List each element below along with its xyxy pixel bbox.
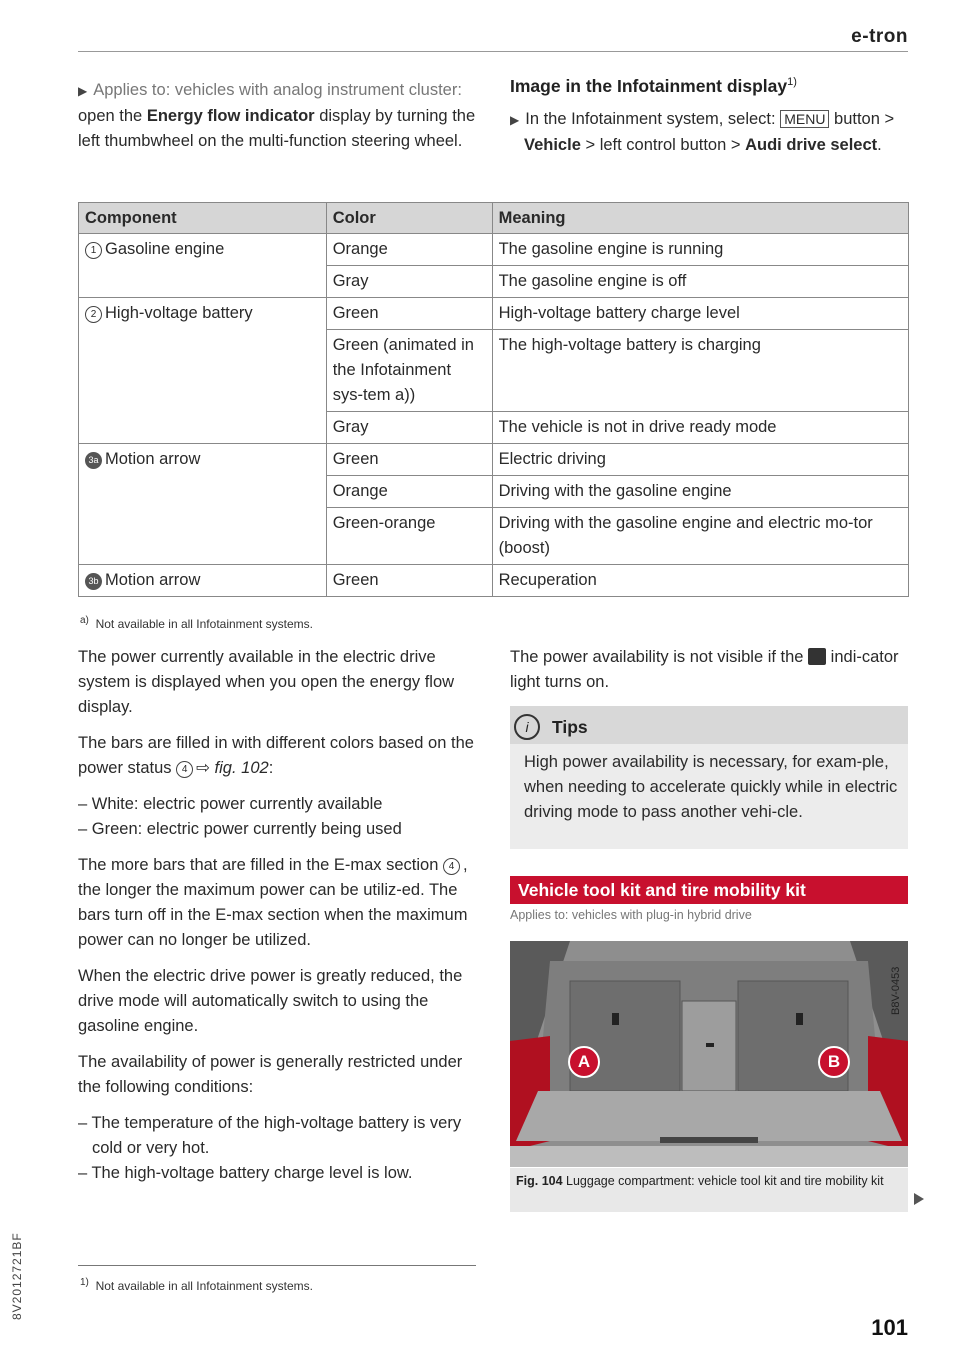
- section-banner: Vehicle tool kit and tire mobility kit: [510, 876, 908, 904]
- body-paragraph: The power currently available in the electric drive system is displayed when you open the energy flow display.: [78, 648, 455, 716]
- table-row: [79, 476, 909, 508]
- step-text-a: In the Infotainment system, select:: [525, 110, 776, 128]
- marker-1-icon: 1: [85, 242, 102, 259]
- cell-component: [79, 234, 327, 266]
- component-text: Motion arrow: [105, 450, 201, 468]
- tips-title-row: [514, 714, 588, 740]
- heading-sup: 1): [787, 76, 797, 89]
- applies-text: Applies to: vehicles with analog instrument cluster:: [93, 81, 462, 99]
- table-footnote: [80, 615, 313, 631]
- table-row: [79, 234, 909, 266]
- footnote-text: Not available in all Infotainment systems.: [95, 617, 314, 631]
- continue-arrow-icon: [914, 1193, 924, 1205]
- footnote-mark: 1): [80, 1277, 89, 1288]
- footnote-mark: a): [80, 615, 89, 626]
- component-text: Motion arrow: [105, 571, 201, 589]
- tips-title: Tips: [552, 716, 588, 737]
- luggage-figure: [510, 941, 908, 1167]
- tips-text: High power availability is necessary, for exam-ple, when needing to accelerate quickly while in electric driving mode to pass another vehi-cle.: [524, 753, 898, 821]
- emax-text-a: The more bars that are filled in the E-max section: [78, 856, 439, 874]
- figure-reference[interactable]: ⇨ fig. 102: [196, 759, 269, 777]
- step-text-b: button >: [834, 110, 895, 128]
- step-end: .: [877, 136, 882, 154]
- heading-text: Image in the Infotainment display: [510, 76, 788, 96]
- status-text: The bars are filled in with different colors based on the power status: [78, 734, 474, 777]
- cell-color: Green: [326, 565, 492, 597]
- availability-text-a: The power availability is not visible if the: [510, 648, 804, 666]
- cell-meaning: Driving with the gasoline engine: [492, 476, 908, 508]
- cell-component: [79, 412, 327, 444]
- energy-flow-bold: Energy flow indicator: [146, 107, 315, 125]
- arrow-icon: ▶: [510, 113, 520, 127]
- cell-component: [79, 330, 327, 412]
- color-list: [78, 792, 478, 842]
- col-header-color: Color: [326, 203, 492, 234]
- arrow-icon: ▶: [78, 84, 88, 98]
- figure-caption: [510, 1168, 908, 1212]
- cell-component: [79, 476, 327, 508]
- body-paragraph: The availability of power is generally restricted under the following conditions:: [78, 1053, 463, 1096]
- info-icon: i: [514, 714, 540, 740]
- cell-meaning: The gasoline engine is off: [492, 266, 908, 298]
- vehicle-bold: Vehicle: [524, 136, 581, 154]
- cell-color: Gray: [326, 266, 492, 298]
- marker-2-icon: 2: [85, 306, 102, 323]
- component-text: Gasoline engine: [105, 240, 225, 258]
- cell-color: Green: [326, 444, 492, 476]
- section-header: e-tron: [851, 26, 908, 47]
- cell-component: [79, 298, 327, 330]
- indicator-light-icon: [808, 648, 826, 665]
- figure-caption-text: Luggage compartment: vehicle tool kit and tire mobility kit: [566, 1174, 884, 1188]
- left-intro: [78, 78, 478, 154]
- callout-b: B: [818, 1046, 850, 1078]
- top-rule: [78, 51, 908, 52]
- cell-color: Green (animated in the Infotainment sys-tem a)): [326, 330, 492, 412]
- list-item: – White: electric power currently available: [78, 795, 383, 813]
- cell-color: Gray: [326, 412, 492, 444]
- component-table: [78, 202, 909, 597]
- right-intro: [510, 76, 908, 158]
- step-text-c: > left control button >: [585, 136, 741, 154]
- menu-key: MENU: [780, 110, 829, 128]
- body-paragraph: When the electric drive power is greatly reduced, the drive mode will automatically switch to using the gasoline engine.: [78, 967, 463, 1035]
- cell-meaning: Recuperation: [492, 565, 908, 597]
- power-availability: [510, 645, 910, 695]
- cell-component: [79, 444, 327, 476]
- table-row: [79, 266, 909, 298]
- emax-text-b: , the longer the maximum power can be utiliz-ed. The bars turn off in the E-max section when the maximum power can no longer be utilized.: [78, 856, 468, 949]
- cell-component: [79, 565, 327, 597]
- cell-meaning: Driving with the gasoline engine and electric mo-tor (boost): [492, 508, 908, 565]
- col-header-meaning: Meaning: [492, 203, 908, 234]
- table-row: [79, 565, 909, 597]
- marker-4-icon: 4: [443, 858, 460, 875]
- component-text: High-voltage battery: [105, 304, 253, 322]
- cell-color: Orange: [326, 234, 492, 266]
- table-row: [79, 508, 909, 565]
- conditions-list: [78, 1111, 478, 1186]
- cell-component: [79, 266, 327, 298]
- left-body: [78, 645, 478, 1186]
- side-document-code: 8V2012721BF: [10, 1232, 24, 1320]
- body-paragraph-emax: [78, 853, 478, 953]
- col-header-component: Component: [79, 203, 327, 234]
- availability-text-b: indi-cator light turns on.: [510, 648, 899, 691]
- cell-meaning: Electric driving: [492, 444, 908, 476]
- table-row: [79, 412, 909, 444]
- cell-color: Green-orange: [326, 508, 492, 565]
- marker-3b-icon: 3b: [85, 573, 102, 590]
- infotainment-step: [510, 107, 908, 158]
- cell-meaning: The high-voltage battery is charging: [492, 330, 908, 412]
- intro-text-a: open the: [78, 107, 143, 125]
- table-row: [79, 298, 909, 330]
- list-item: – The high-voltage battery charge level is low.: [78, 1164, 413, 1182]
- body-paragraph-status: [78, 731, 478, 781]
- figure-code: B8V-0453: [890, 966, 902, 1015]
- cell-meaning: The vehicle is not in drive ready mode: [492, 412, 908, 444]
- cell-meaning: The gasoline engine is running: [492, 234, 908, 266]
- infotainment-heading: [510, 76, 908, 97]
- page-footnote: [80, 1277, 313, 1293]
- intro-text-b: display by turning the left thumbwheel on the multi-function steering wheel.: [78, 107, 476, 150]
- cell-meaning: High-voltage battery charge level: [492, 298, 908, 330]
- figure-label: Fig. 104: [516, 1174, 563, 1188]
- footnote-text: Not available in all Infotainment systems.: [95, 1279, 314, 1293]
- page-number: 101: [871, 1315, 908, 1340]
- cell-color: Green: [326, 298, 492, 330]
- table-row: [79, 444, 909, 476]
- callout-a: A: [568, 1046, 600, 1078]
- marker-3a-icon: 3a: [85, 452, 102, 469]
- status-end: :: [268, 759, 274, 777]
- table-row: [79, 330, 909, 412]
- cell-color: Orange: [326, 476, 492, 508]
- applies-text: Applies to: vehicles with plug-in hybrid drive: [510, 908, 752, 922]
- footnote-rule: [78, 1265, 476, 1266]
- marker-4-icon: 4: [176, 761, 193, 778]
- audi-drive-select-bold: Audi drive select: [745, 136, 878, 154]
- list-item: – Green: electric power currently being used: [78, 820, 402, 838]
- cell-component: [79, 508, 327, 565]
- list-item: – The temperature of the high-voltage battery is very cold or very hot.: [78, 1114, 462, 1157]
